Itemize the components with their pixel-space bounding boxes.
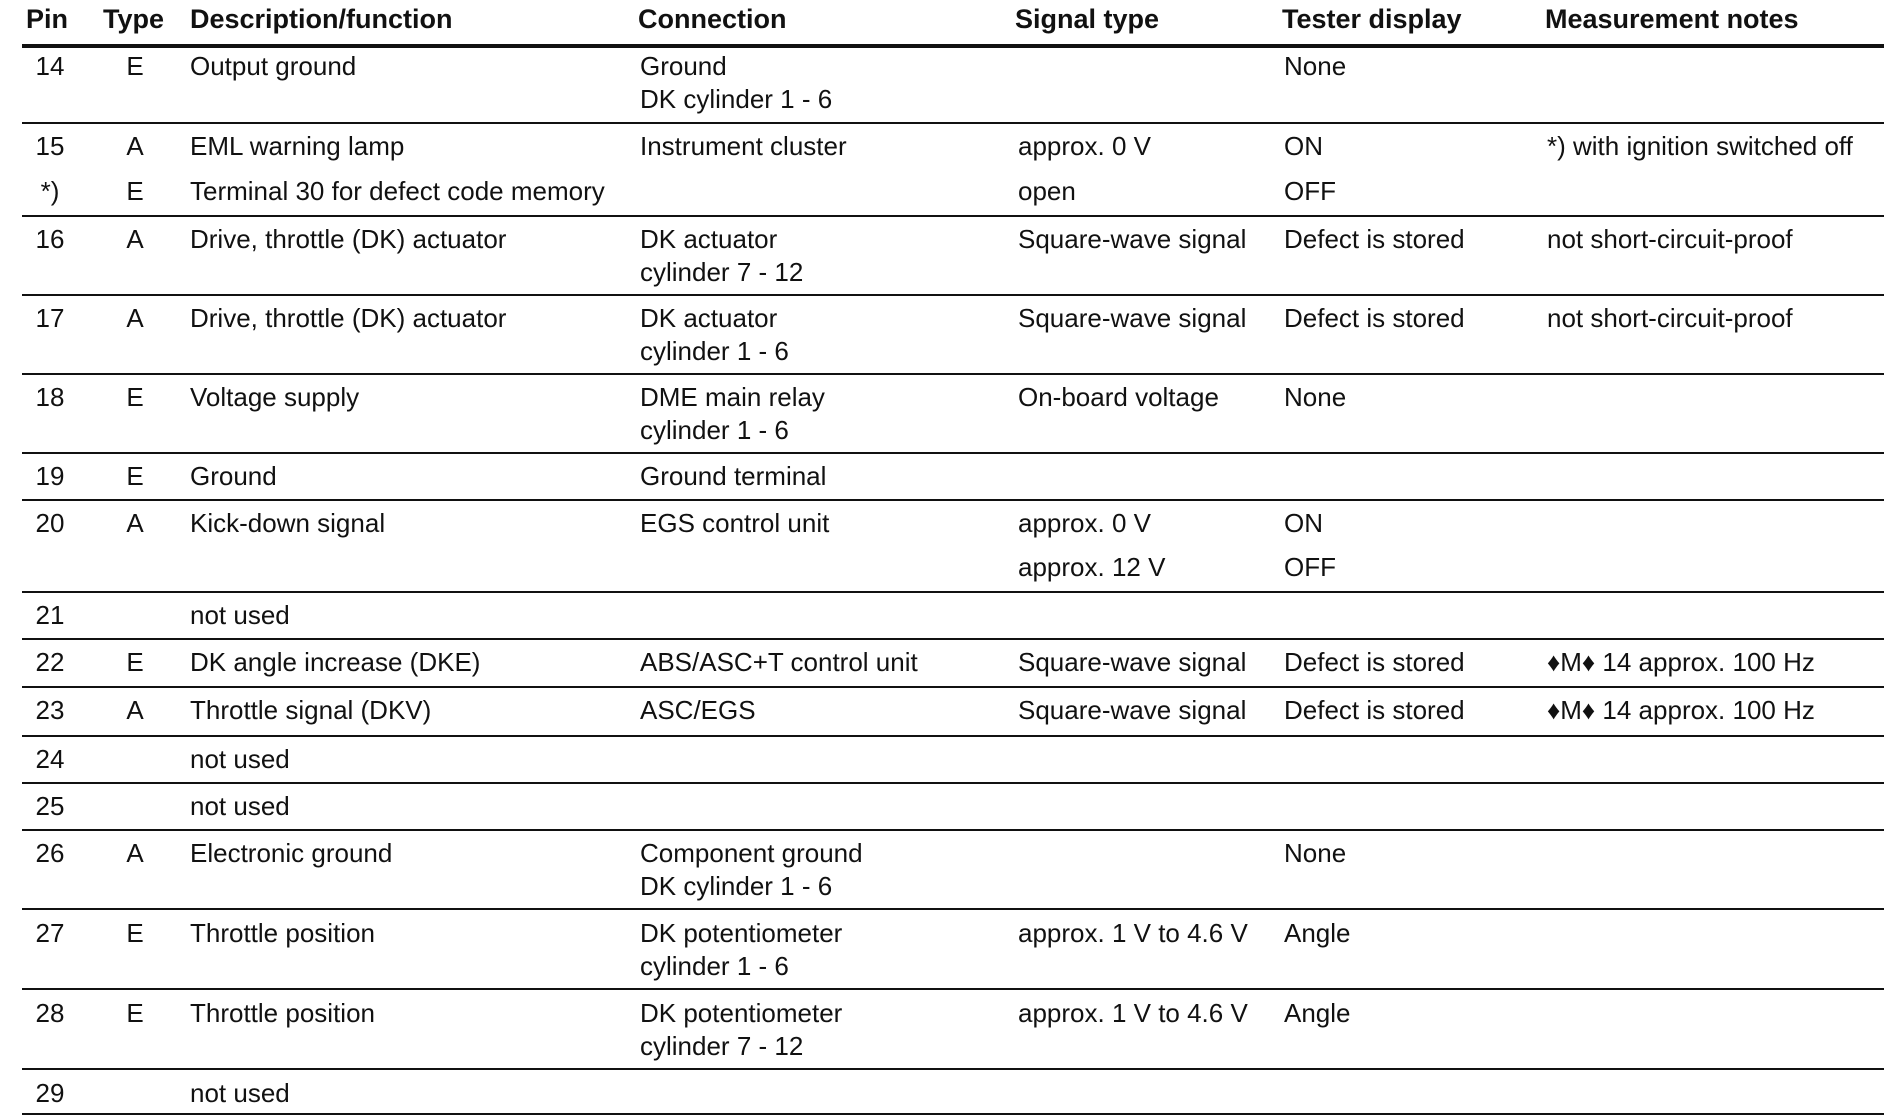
cell-pin: 14 — [35, 51, 65, 81]
row-divider — [22, 452, 1884, 454]
cell-pin: 24 — [35, 744, 65, 774]
row-divider — [22, 215, 1884, 217]
cell-tester-display: None — [1284, 51, 1347, 81]
cell-description: Electronic ground — [190, 838, 393, 868]
cell-signal-type: approx. 1 V to 4.6 V — [1018, 998, 1248, 1028]
cell-type: E — [126, 647, 144, 677]
cell-measurement-notes: *) with ignition switched off — [1547, 131, 1853, 161]
cell-connection: DK actuator — [640, 224, 778, 254]
header-tester-display: Tester display — [1282, 4, 1462, 34]
cell-pin: 19 — [35, 461, 65, 491]
cell-pin: 21 — [35, 600, 65, 630]
header-measurement-notes: Measurement notes — [1545, 4, 1799, 34]
cell-signal-type: Square-wave signal — [1018, 224, 1247, 254]
cell-description: Voltage supply — [190, 382, 360, 412]
cell-description: Throttle position — [190, 918, 375, 948]
cell-description: Ground — [190, 461, 277, 491]
cell-connection: Ground terminal — [640, 461, 827, 491]
cell-pin: 22 — [35, 647, 65, 677]
cell-connection-line2: DK cylinder 1 - 6 — [640, 871, 833, 901]
cell-tester-display: OFF — [1284, 552, 1336, 582]
cell-connection-line2: cylinder 1 - 6 — [640, 336, 789, 366]
row-divider — [22, 122, 1884, 124]
cell-connection-line2: cylinder 1 - 6 — [640, 415, 789, 445]
cell-tester-display: Defect is stored — [1284, 695, 1465, 725]
cell-description: not used — [190, 791, 290, 821]
row-divider — [22, 829, 1884, 831]
cell-tester-display: None — [1284, 382, 1347, 412]
header-description: Description/function — [190, 4, 453, 34]
cell-signal-type: approx. 0 V — [1018, 508, 1151, 538]
cell-pin: 28 — [35, 998, 65, 1028]
cell-tester-display: Defect is stored — [1284, 303, 1465, 333]
cell-signal-type: Square-wave signal — [1018, 303, 1247, 333]
cell-description: Terminal 30 for defect code memory — [190, 176, 605, 206]
cell-pin: 23 — [35, 695, 65, 725]
cell-description: Drive, throttle (DK) actuator — [190, 224, 507, 254]
cell-type: A — [126, 131, 144, 161]
row-divider — [22, 591, 1884, 593]
cell-signal-type: approx. 12 V — [1018, 552, 1166, 582]
row-divider — [22, 782, 1884, 784]
cell-description: not used — [190, 600, 290, 630]
row-divider — [22, 1113, 1884, 1115]
row-divider — [22, 373, 1884, 375]
cell-signal-type: On-board voltage — [1018, 382, 1219, 412]
row-divider — [22, 1068, 1884, 1070]
cell-tester-display: ON — [1284, 508, 1323, 538]
cell-pin: 16 — [35, 224, 65, 254]
cell-description: Throttle position — [190, 998, 375, 1028]
cell-connection: Instrument cluster — [640, 131, 847, 161]
cell-signal-type: approx. 0 V — [1018, 131, 1151, 161]
cell-pin: 29 — [35, 1078, 65, 1108]
cell-connection: DK potentiometer — [640, 998, 843, 1028]
cell-tester-display: Defect is stored — [1284, 647, 1465, 677]
cell-pin: *) — [40, 176, 60, 206]
row-divider — [22, 499, 1884, 501]
cell-description: Drive, throttle (DK) actuator — [190, 303, 507, 333]
cell-pin: 26 — [35, 838, 65, 868]
cell-type: E — [126, 382, 144, 412]
cell-description: DK angle increase (DKE) — [190, 647, 481, 677]
cell-connection-line2: cylinder 7 - 12 — [640, 1031, 804, 1061]
cell-connection: Ground — [640, 51, 727, 81]
cell-connection: EGS control unit — [640, 508, 830, 538]
header-signal-type: Signal type — [1015, 4, 1160, 34]
cell-pin: 25 — [35, 791, 65, 821]
cell-measurement-notes: not short-circuit-proof — [1547, 303, 1793, 333]
cell-connection: Component ground — [640, 838, 863, 868]
cell-type: A — [126, 303, 144, 333]
cell-type: A — [126, 224, 144, 254]
cell-connection: DME main relay — [640, 382, 825, 412]
cell-pin: 17 — [35, 303, 65, 333]
row-divider — [22, 638, 1884, 640]
cell-tester-display: Angle — [1284, 918, 1351, 948]
row-divider — [22, 908, 1884, 910]
cell-connection: ASC/EGS — [640, 695, 756, 725]
cell-description: not used — [190, 1078, 290, 1108]
cell-connection: ABS/ASC+T control unit — [640, 647, 918, 677]
header-connection: Connection — [638, 4, 787, 34]
cell-signal-type: open — [1018, 176, 1076, 206]
cell-signal-type: approx. 1 V to 4.6 V — [1018, 918, 1248, 948]
cell-pin: 18 — [35, 382, 65, 412]
cell-description: Output ground — [190, 51, 357, 81]
cell-measurement-notes: ♦M♦ 14 approx. 100 Hz — [1547, 647, 1815, 677]
cell-type: E — [126, 918, 144, 948]
cell-tester-display: Defect is stored — [1284, 224, 1465, 254]
cell-description: EML warning lamp — [190, 131, 405, 161]
header-type: Type — [103, 4, 165, 34]
row-divider — [22, 686, 1884, 688]
cell-type: E — [126, 176, 144, 206]
row-divider — [22, 988, 1884, 990]
cell-type: A — [126, 695, 144, 725]
row-divider — [22, 294, 1884, 296]
cell-connection-line2: cylinder 7 - 12 — [640, 257, 804, 287]
cell-description: not used — [190, 744, 290, 774]
cell-tester-display: None — [1284, 838, 1347, 868]
cell-signal-type: Square-wave signal — [1018, 695, 1247, 725]
cell-tester-display: OFF — [1284, 176, 1336, 206]
cell-pin: 27 — [35, 918, 65, 948]
cell-type: E — [126, 51, 144, 81]
cell-connection: DK actuator — [640, 303, 778, 333]
row-divider — [22, 735, 1884, 737]
cell-pin: 20 — [35, 508, 65, 538]
cell-tester-display: Angle — [1284, 998, 1351, 1028]
cell-description: Kick-down signal — [190, 508, 386, 538]
cell-measurement-notes: ♦M♦ 14 approx. 100 Hz — [1547, 695, 1815, 725]
cell-description: Throttle signal (DKV) — [190, 695, 432, 725]
cell-signal-type: Square-wave signal — [1018, 647, 1247, 677]
cell-type: E — [126, 461, 144, 491]
cell-type: E — [126, 998, 144, 1028]
cell-connection-line2: cylinder 1 - 6 — [640, 951, 789, 981]
cell-connection: DK potentiometer — [640, 918, 843, 948]
cell-pin: 15 — [35, 131, 65, 161]
cell-type: A — [126, 838, 144, 868]
header-rule — [22, 44, 1884, 48]
cell-type: A — [126, 508, 144, 538]
cell-tester-display: ON — [1284, 131, 1323, 161]
header-pin: Pin — [26, 4, 69, 34]
cell-connection-line2: DK cylinder 1 - 6 — [640, 84, 833, 114]
cell-measurement-notes: not short-circuit-proof — [1547, 224, 1793, 254]
